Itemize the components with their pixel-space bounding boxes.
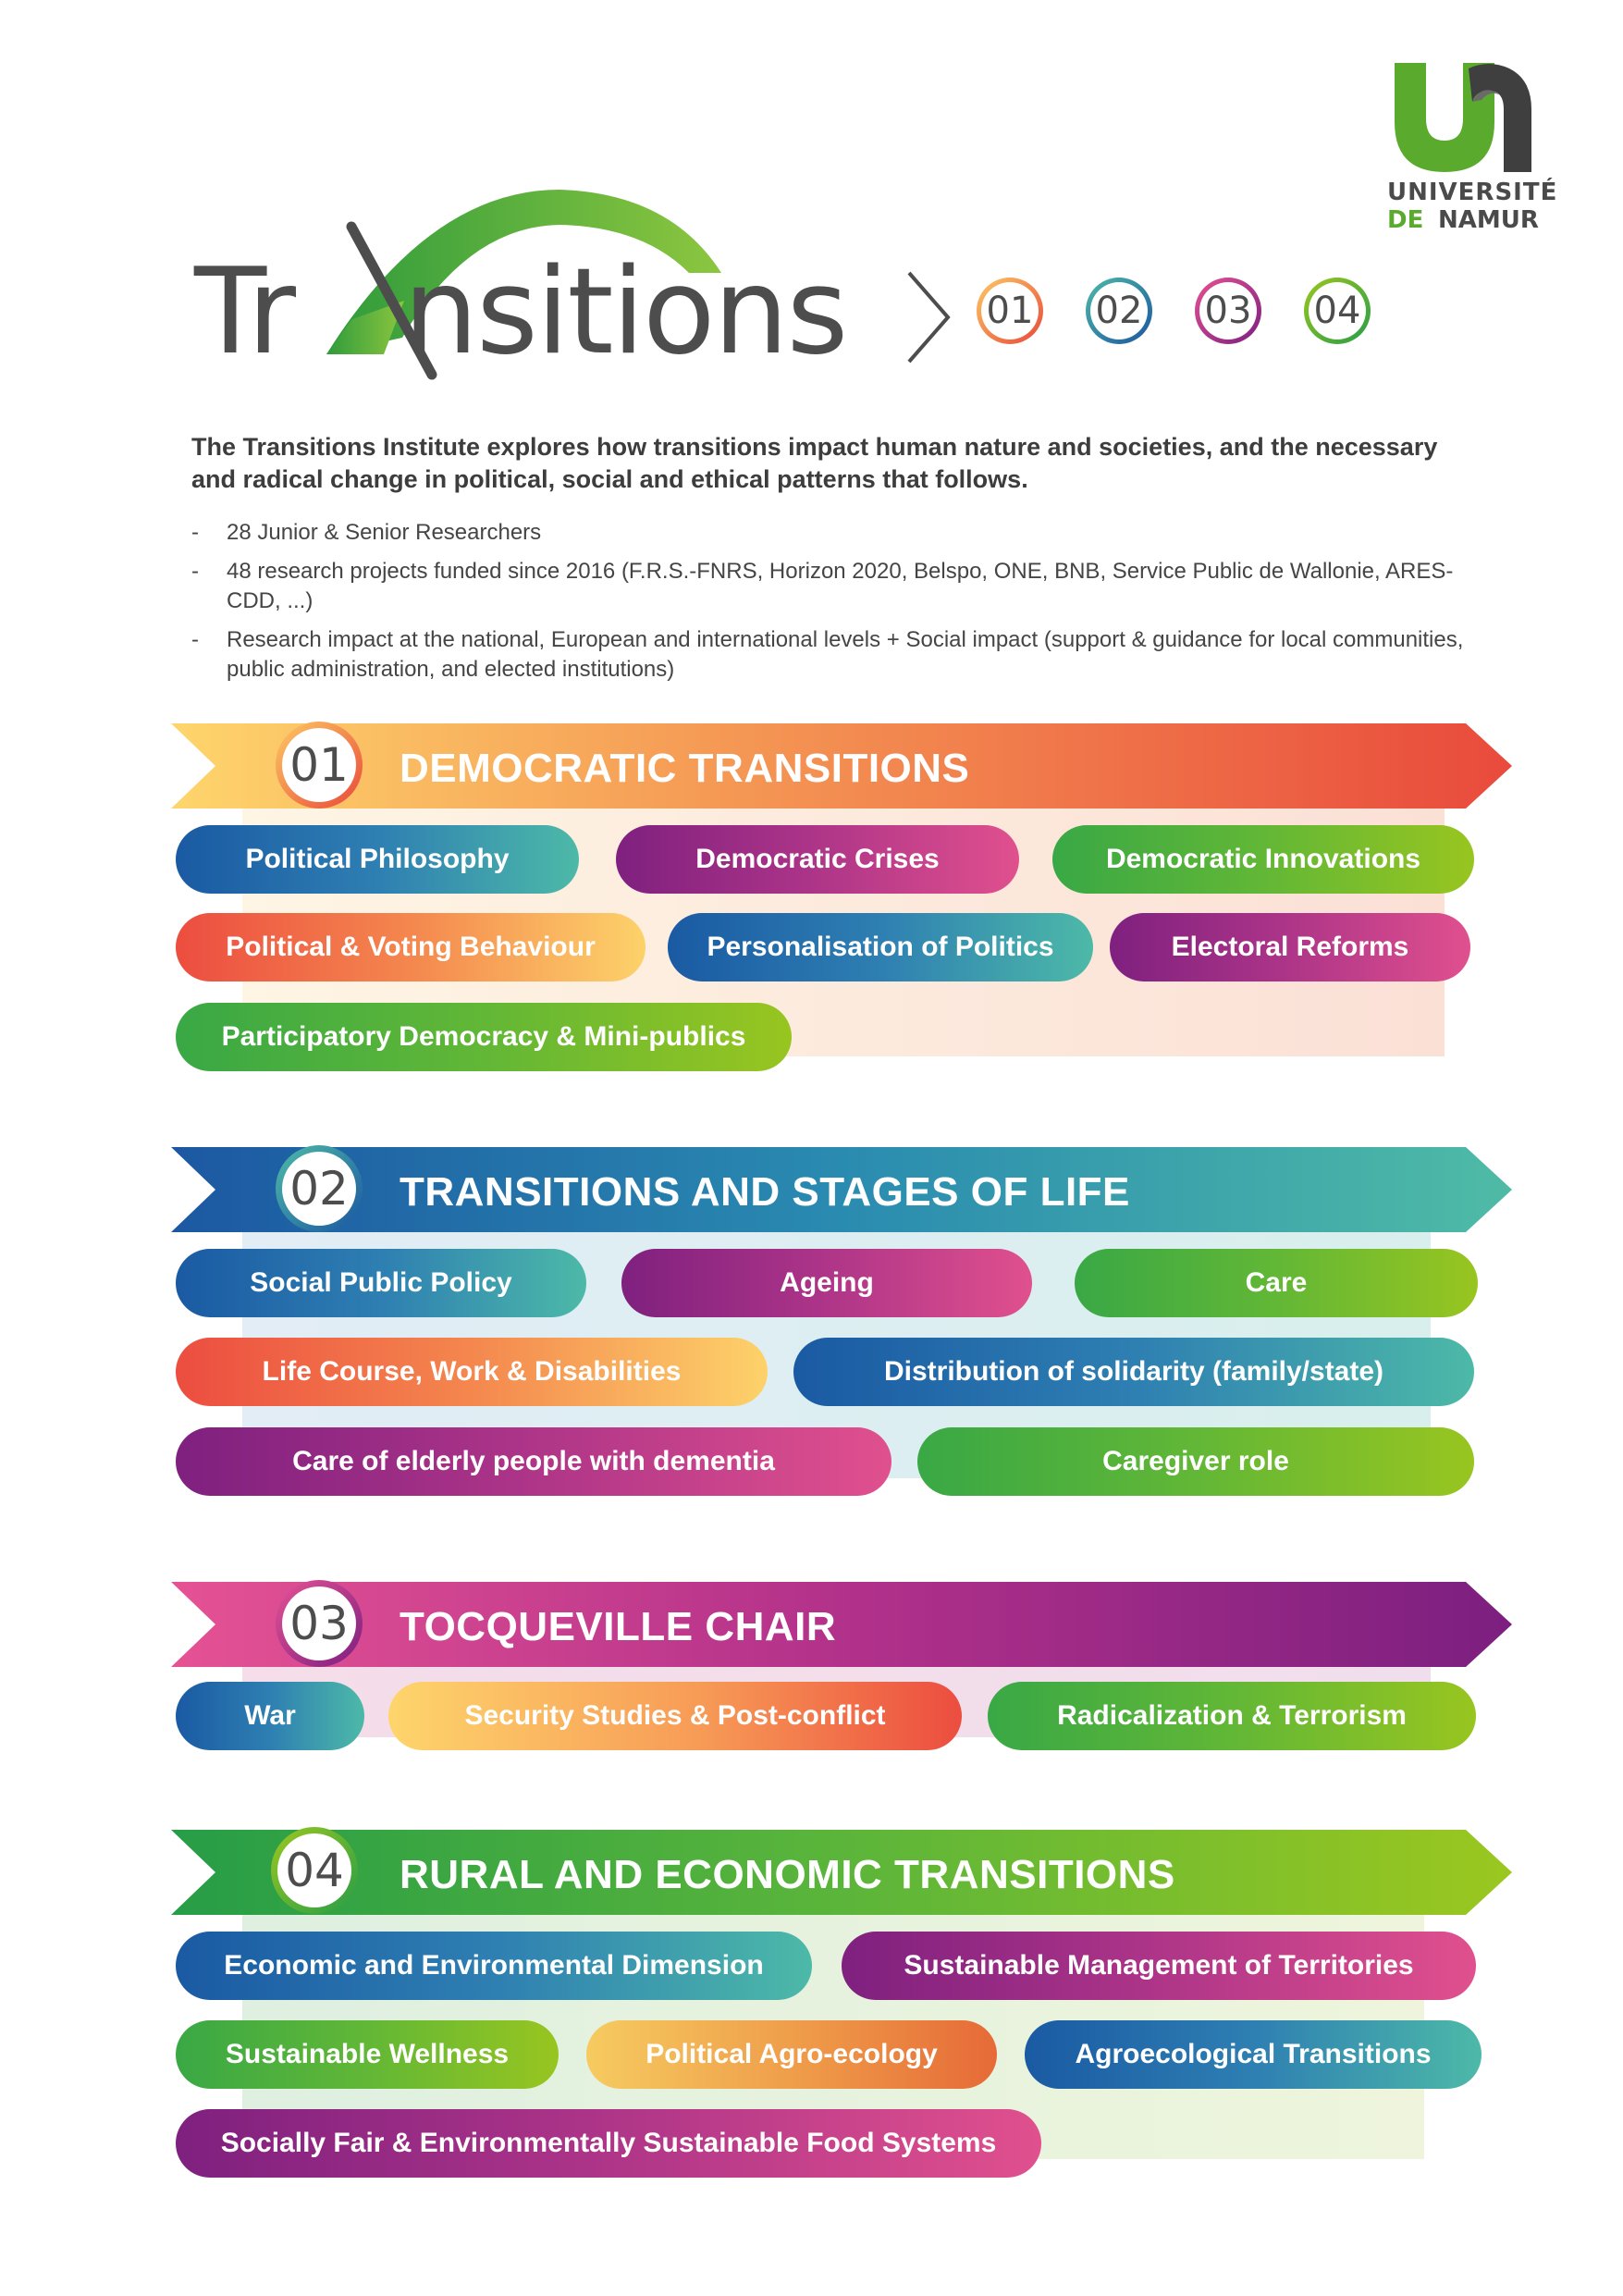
topic-pill: Security Studies & Post-conflict [388,1682,962,1750]
page-title [194,243,847,381]
title-number-04-label: 04 [1313,290,1361,332]
section-02-number-badge: 02 [276,1145,363,1232]
topic-pill: Sustainable Wellness [176,2020,559,2089]
topic-pill: Social Public Policy [176,1249,586,1317]
title-part-2: nsitions [403,243,847,381]
topic-pill: Agroecological Transitions [1025,2020,1482,2089]
section-01-number-badge: 01 [276,722,363,809]
topic-pill: Radicalization & Terrorism [988,1682,1476,1750]
topic-pill: Political & Voting Behaviour [176,913,646,981]
logo-de-label: DE [1387,206,1424,234]
topic-pill: Democratic Crises [616,825,1019,894]
topic-pill: Care [1075,1249,1478,1317]
section-03-title: TOCQUEVILLE CHAIR [400,1604,837,1649]
unamur-logo-mark-icon [1387,63,1535,174]
topic-pill: Distribution of solidarity (family/state) [793,1338,1474,1406]
topic-pill: Socially Fair & Environmentally Sustainable Food Systems [176,2109,1041,2178]
topic-pill: Political Philosophy [176,825,579,894]
topic-pill: Political Agro-ecology [586,2020,997,2089]
title-number-03 [1195,278,1261,344]
logo-namur-label: NAMUR [1438,206,1539,234]
section-03-banner [171,1582,1512,1667]
topic-pill: Sustainable Management of Territories [842,1932,1476,2000]
topic-pill: Personalisation of Politics [668,913,1093,981]
university-logo [1383,63,1558,239]
section-04-title: RURAL AND ECONOMIC TRANSITIONS [400,1852,1175,1897]
topic-pill: Electoral Reforms [1110,913,1470,981]
intro-paragraph: The Transitions Institute explores how transitions impact human nature and societies, and the necessary and radical change in political, social and ethical patterns that follows. [191,433,1438,493]
title-number-01-label: 01 [986,290,1034,332]
title-number-02-label: 02 [1095,290,1143,332]
section-01-title: DEMOCRATIC TRANSITIONS [400,746,970,791]
topic-pill: Democratic Innovations [1052,825,1474,894]
title-number-01 [977,278,1043,344]
topic-pill: Caregiver role [917,1427,1474,1496]
topic-pill: War [176,1682,364,1750]
topic-pill: Participatory Democracy & Mini-publics [176,1003,792,1071]
section-02-title: TRANSITIONS AND STAGES OF LIFE [400,1169,1130,1215]
topic-pill: Economic and Environmental Dimension [176,1932,812,2000]
topic-pill: Care of elderly people with dementia [176,1427,891,1496]
section-03-number-badge: 03 [276,1580,363,1667]
title-number-03-label: 03 [1204,290,1252,332]
title-part-1: Tr [194,243,294,381]
title-chevron-icon [909,273,948,362]
title-number-02 [1086,278,1152,344]
topic-pill: Ageing [621,1249,1032,1317]
title-number-04 [1304,278,1371,344]
topic-pill: Life Course, Work & Disabilities [176,1338,768,1406]
section-04-number-badge: 04 [271,1827,358,1914]
logo-university-label: UNIVERSITÉ [1387,179,1558,206]
